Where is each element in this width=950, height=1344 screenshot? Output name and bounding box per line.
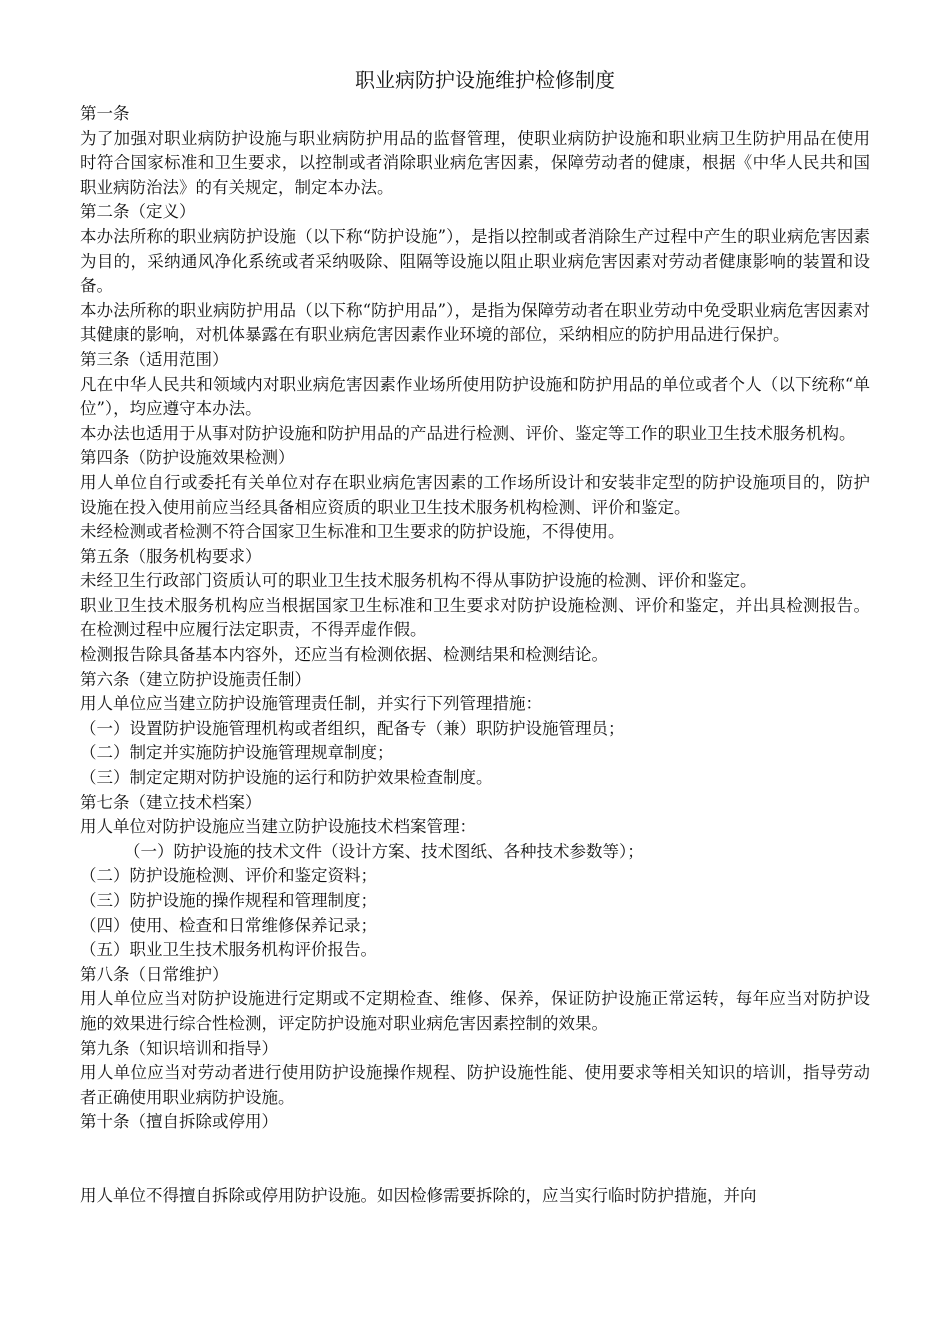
article-9-heading: 第九条（知识培训和指导） [80,1038,278,1058]
article-3-paragraph-1: 凡在中华人民共和领域内对职业病危害因素作业场所使用防护设施和防护用品的单位或者个人（以下统称“单位”），均应遵守本办法。 [80,374,870,419]
article-7-item-2: （二）防护设施检测、评价和鉴定资料； [80,866,377,886]
article-7-item-4: （四）使用、检查和日常维修保养记录； [80,915,377,935]
article-1-paragraph-1: 为了加强对职业病防护设施与职业病防护用品的监督管理，使职业病防护设施和职业病卫生防护用品在使用时符合国家标准和卫生要求，以控制或者消除职业病危害因素，保障劳动者的健康，根据《中华人民共和国职业病防治法》的有关规定，制定本办法。 [80,128,870,197]
article-6-heading: 第六条（建立防护设施责任制） [80,669,311,689]
article-5-paragraph-1: 未经卫生行政部门资质认可的职业卫生技术服务机构不得从事防护设施的检测、评价和鉴定。 [80,571,757,591]
document-title: 职业病防护设施维护检修制度 [355,68,615,92]
article-7-item-1: （一）防护设施的技术文件（设计方案、技术图纸、各种技术参数等）； [124,841,644,861]
article-1-heading: 第一条 [80,104,130,123]
article-5-paragraph-2: 职业卫生技术服务机构应当根据国家卫生标准和卫生要求对防护设施检测、评价和鉴定，并出具检测报告。在检测过程中应履行法定职责，不得弄虚作假。 [80,595,870,640]
article-7-item-3: （三）防护设施的操作规程和管理制度； [80,891,377,910]
article-7-paragraph-1: 用人单位对防护设施应当建立防护设施技术档案管理： [80,817,476,837]
article-6-item-3: （三）制定定期对防护设施的运行和防护效果检查制度。 [80,768,493,788]
article-7-item-5: （五）职业卫生技术服务机构评价报告。 [80,940,377,960]
article-2-paragraph-1: 本办法所称的职业病防护设施（以下称“防护设施”），是指以控制或者消除生产过程中产生的职业病危害因素为目的，采纳通风净化系统或者采纳吸除、阻隔等设施以阻止职业病危害因素对劳动者健康影响的装置和设备。 [80,226,870,296]
spacer [80,1135,870,1184]
article-5-heading: 第五条（服务机构要求） [80,546,262,566]
document-page [80,64,870,1209]
article-10-paragraph-1: 用人单位不得擅自拆除或停用防护设施。如因检修需要拆除的，应当实行临时防护措施，并向 [80,1185,757,1205]
article-3-paragraph-2: 本办法也适用于从事对防护设施和防护用品的产品进行检测、评价、鉴定等工作的职业卫生技术服务机构。 [80,423,856,443]
article-10-heading: 第十条（擅自拆除或停用） [80,1112,278,1132]
article-6-item-2: （二）制定并实施防护设施管理规章制度； [80,743,394,763]
article-7-heading: 第七条（建立技术档案） [80,792,262,812]
article-4-heading: 第四条（防护设施效果检测） [80,448,295,468]
article-4-paragraph-1: 用人单位自行或委托有关单位对存在职业病危害因素的工作场所设计和安装非定型的防护设施项目的，防护设施在投入使用前应当经具备相应资质的职业卫生技术服务机构检测、评价和鉴定。 [80,472,870,517]
article-3-heading: 第三条（适用范围） [80,349,229,369]
article-2-heading: 第二条（定义） [80,202,196,222]
article-9-paragraph-1: 用人单位应当对劳动者进行使用防护设施操作规程、防护设施性能、使用要求等相关知识的培训，指导劳动者正确使用职业病防护设施。 [80,1063,870,1107]
article-2-paragraph-2: 本办法所称的职业病防护用品（以下称“防护用品”），是指为保障劳动者在职业劳动中免受职业病危害因素对其健康的影响，对机体暴露在有职业病危害因素作业环境的部位，采纳相应的防护用品进行保护。 [80,300,870,345]
article-8-heading: 第八条（日常维护） [80,964,229,984]
article-6-item-1: （一）设置防护设施管理机构或者组织，配备专（兼）职防护设施管理员； [80,718,625,738]
article-6-paragraph-1: 用人单位应当建立防护设施管理责任制，并实行下列管理措施： [80,694,542,714]
article-4-paragraph-2: 未经检测或者检测不符合国家卫生标准和卫生要求的防护设施，不得使用。 [80,522,625,542]
article-8-paragraph-1: 用人单位应当对防护设施进行定期或不定期检查、维修、保养，保证防护设施正常运转，每年应当对防护设施的效果进行综合性检测，评定防护设施对职业病危害因素控制的效果。 [80,989,870,1033]
article-5-paragraph-3: 检测报告除具备基本内容外，还应当有检测依据、检测结果和检测结论。 [80,645,608,665]
